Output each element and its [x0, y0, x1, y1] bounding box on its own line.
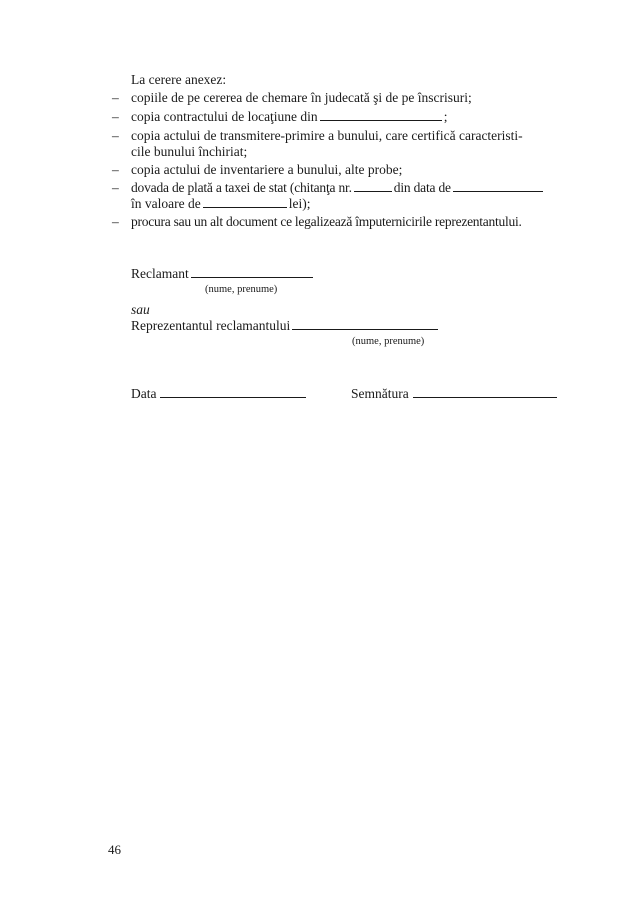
list-item: copia actului de inventariere a bunului, alte probe;	[131, 162, 403, 177]
nume-prenume-caption: (nume, prenume)	[205, 284, 278, 295]
reprezentant-row	[131, 318, 440, 334]
list-item-text: în valoare de	[131, 196, 201, 211]
dash-marker: –	[112, 128, 119, 143]
list-item-continuation: cile bunului închiriat;	[131, 144, 248, 159]
fill-line	[453, 180, 543, 192]
nume-prenume-caption: (nume, prenume)	[352, 336, 425, 347]
fill-line	[320, 109, 442, 121]
reclamant-line[interactable]	[191, 266, 313, 278]
list-item-text: din data de	[393, 180, 451, 195]
list-item-text: copia contractului de locaţiune din	[131, 109, 318, 124]
list-item: copia actului de transmitere-primire a bunului, care certifică caracteristi-	[131, 128, 523, 143]
list-item-text: ;	[443, 109, 448, 124]
fill-line	[203, 196, 287, 208]
list-item: procura sau un alt document ce legalizează împuternicirile reprezentantului.	[131, 214, 522, 229]
dash-marker: –	[112, 90, 119, 105]
fill-line	[354, 180, 392, 192]
reclamant-label: Reclamant	[131, 266, 189, 281]
semnatura-line[interactable]	[413, 386, 557, 398]
list-item-text: lei);	[288, 196, 311, 211]
data-label: Data	[131, 386, 157, 401]
page-number: 46	[108, 842, 121, 857]
reprezentant-label: Reprezentantul reclamantului	[131, 318, 291, 333]
data-line[interactable]	[160, 386, 306, 398]
semnatura-row	[351, 386, 559, 402]
semnatura-label: Semnătura	[351, 386, 409, 401]
list-item	[131, 109, 447, 125]
dash-marker: –	[112, 214, 119, 229]
dash-marker: –	[112, 109, 119, 124]
sau-text: sau	[131, 302, 150, 317]
list-item: copiile de pe cererea de chemare în judecată şi de pe înscrisuri;	[131, 90, 472, 105]
reprezentant-line[interactable]	[292, 318, 438, 330]
data-row	[131, 386, 308, 402]
list-item-text: dovada de plată a taxei de stat (chitanţa nr.	[131, 180, 352, 195]
dash-marker: –	[112, 162, 119, 177]
reclamant-row	[131, 266, 315, 282]
intro-text: La cerere anexez:	[131, 72, 227, 87]
dash-marker: –	[112, 180, 119, 195]
list-item	[131, 180, 545, 196]
list-item-continuation	[131, 196, 310, 212]
